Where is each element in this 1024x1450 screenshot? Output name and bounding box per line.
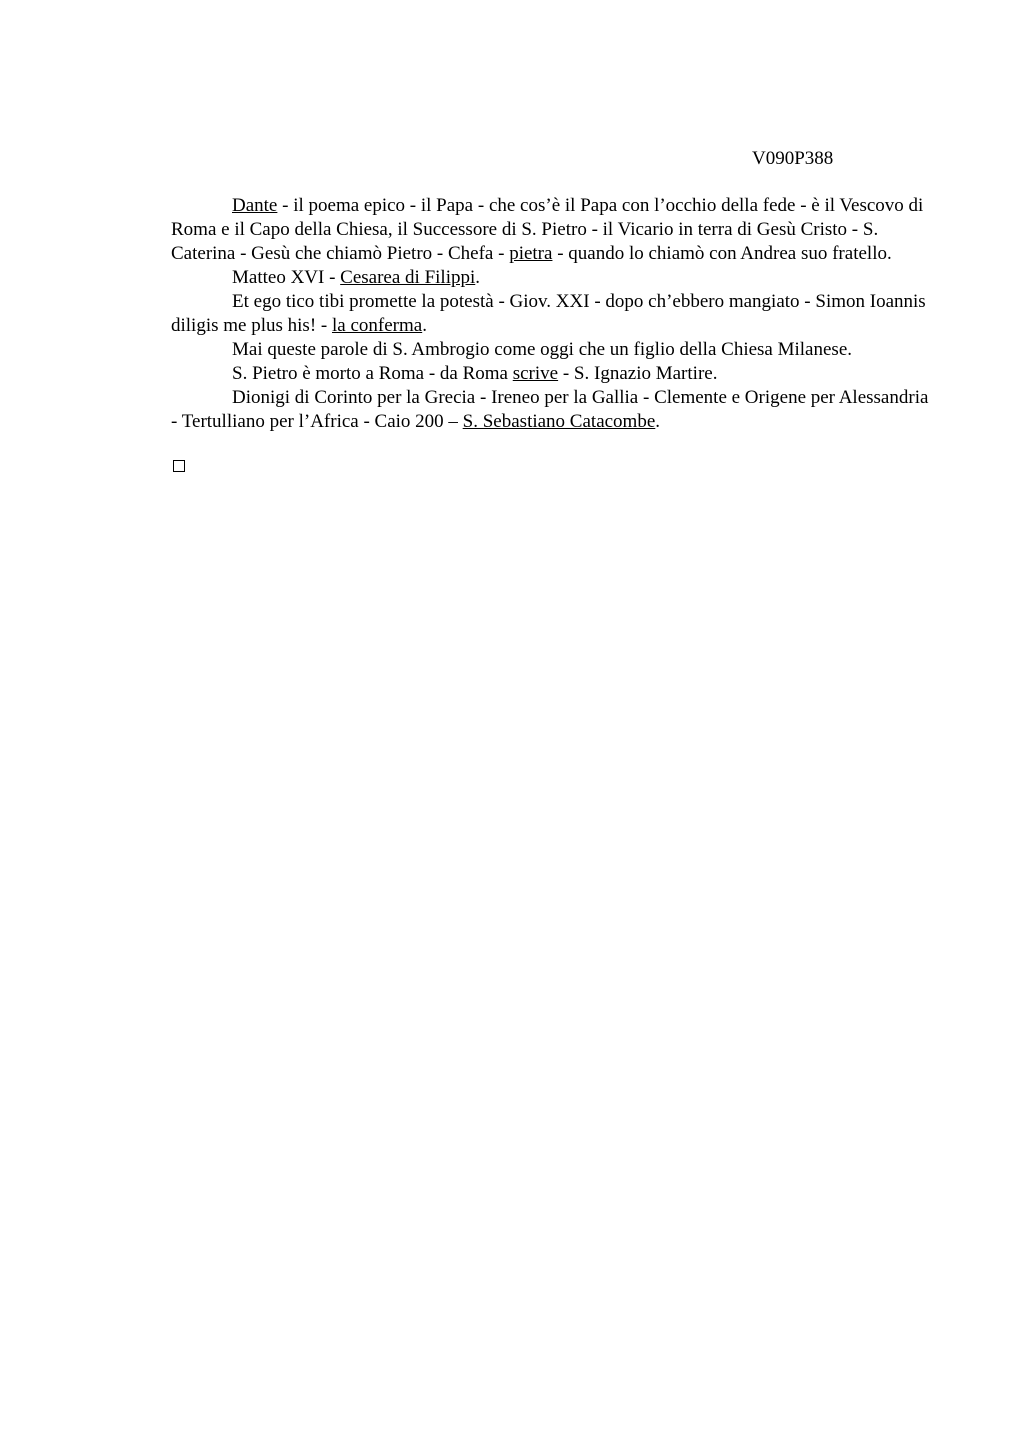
paragraph: [171, 338, 931, 362]
paragraph: [171, 194, 931, 266]
text-run: Dante: [232, 195, 278, 216]
text-run: Matteo XVI -: [232, 267, 341, 288]
text-run: .: [655, 411, 661, 432]
text-run: - S. Ignazio Martire.: [558, 363, 718, 384]
text-run: pietra: [509, 243, 553, 264]
paragraph: [171, 386, 934, 434]
text-run: Mai queste parole di S. Ambrogio come oggi che un figlio della Chiesa Milanese.: [232, 339, 853, 360]
text-run: la conferma: [331, 315, 423, 336]
text-run: Et ego tico tibi promette la potestà - Giov. XXI - dopo ch’ebbero mangiato - Simon Ioannis diligis me plus his! -: [171, 291, 931, 336]
text-run: .: [475, 267, 481, 288]
text-run: - quando lo chiamò con Andrea suo fratello.: [552, 243, 892, 264]
checkbox-square-icon: [173, 460, 185, 472]
paragraph: [171, 290, 931, 338]
document-body: [171, 194, 934, 434]
paragraph: [171, 362, 931, 386]
text-run: scrive: [512, 363, 559, 384]
page-code: V090P388: [752, 148, 834, 169]
text-run: .: [422, 315, 427, 336]
paragraph: [171, 266, 931, 290]
text-run: - il poema epico - il Papa - che cos’è il Papa con l’occhio della fede - è il Vescovo di Roma e il Capo della Chiesa, il Successore di S. Pietro - il Vicario in terra di Gesù Cristo - S. Caterina - Gesù che chiamò Pietro - Chefa -: [171, 195, 929, 264]
text-run: Cesarea di Filippi: [340, 267, 476, 288]
text-run: Dionigi di Corinto per la Grecia - Ireneo per la Gallia - Clemente e Origene per Alessandria - Tertulliano per l’Africa - Caio 200 –: [171, 387, 934, 432]
text-run: S. Pietro è morto a Roma - da Roma: [232, 363, 513, 384]
text-run: S. Sebastiano Catacombe: [462, 411, 656, 432]
